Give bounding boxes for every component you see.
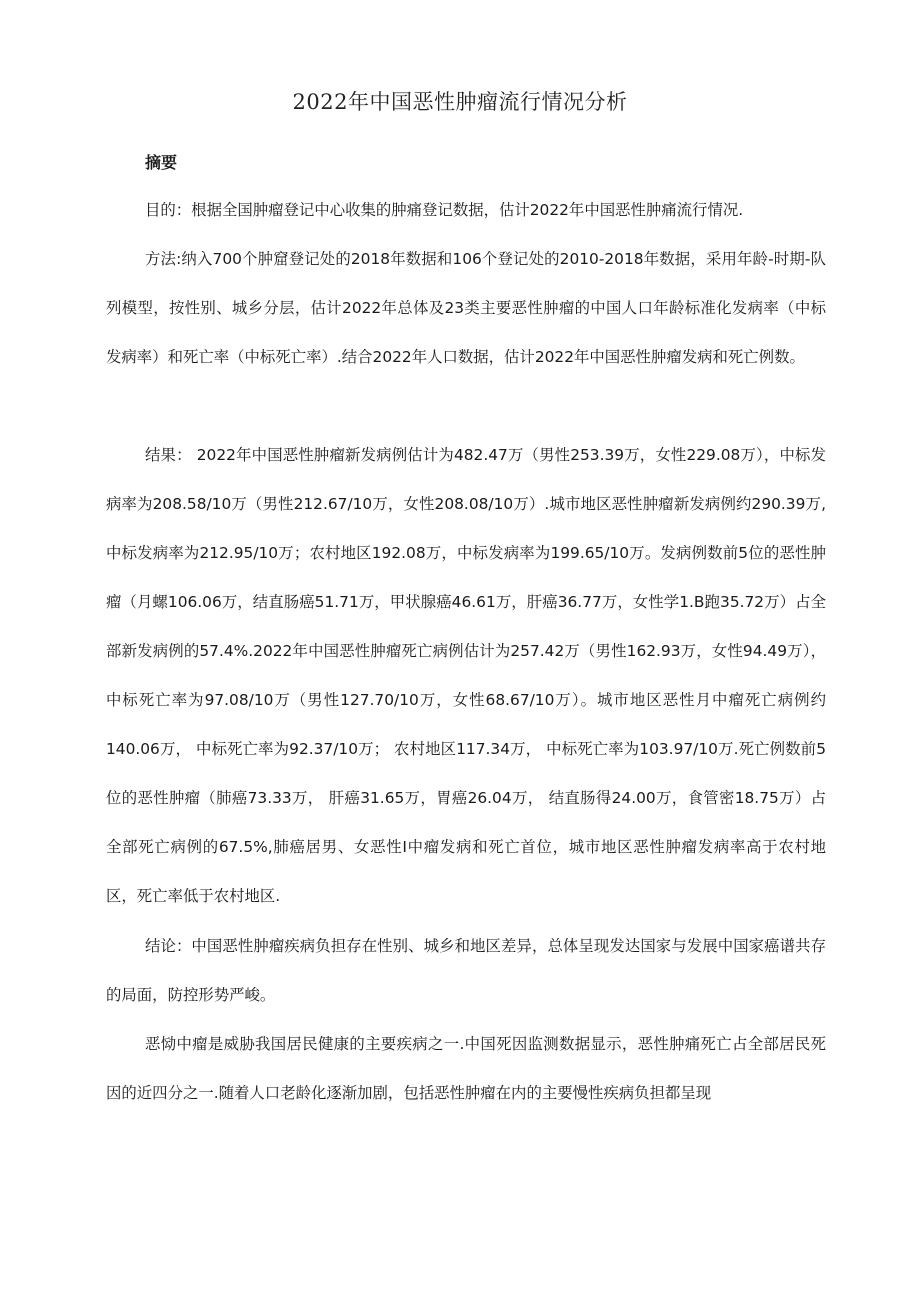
abstract-conclusion-paragraph: 结论：中国恶性肿瘤疾病负担存在性别、城乡和地区差异，总体呈现发达国家与发展中国家癌谱共存的局面，防控形势严峻。 <box>106 937 826 1004</box>
abstract-results-paragraph: 结果： 2022年中国恶性肿瘤新发病例估计为482.47万（男性253.39万，女性229.08万），中标发病率为208.58/10万（男性212.67/10万，女性208.08/10万）.城市地区恶性肿瘤新发病例约290.39万,中标发病率为212.95/10万；农村地区192.08万，中标发病率为199.65/10万。发病例数前5位的恶性肿瘤（月螺106.06万，结直肠癌51.71万，甲状腺癌46.61万，肝癌36.77万，女性学1.B跑35.72万）占全部新发病例的57.4%.2022年中国恶性肿瘤死亡病例估计为257.42万（男性162.93万，女性94.49万），中标死亡率为97.08/10万（男性127.70/10万，女性68.67/10万）。城市地区恶性月中瘤死亡病例约140.06万， 中标死亡率为92.37/10万； 农村地区117.34万， 中标死亡率为103.97/10万.死亡例数前5位的恶性肿瘤（肺癌73.33万， 肝癌31.65万，胃癌26.04万， 结直肠得24.00万，食管密18.75万）占全部死亡病例的67.5%,肺癌居男、女恶性I中瘤发病和死亡首位，城市地区恶性肿瘤发病率高于农村地区，死亡率低于农村地区. <box>106 446 826 905</box>
introduction-paragraph: 恶恸中瘤是威胁我国居民健康的主要疾病之一.中国死因监测数据显示，恶性肿痛死亡占全部居民死因的近四分之一.随着人口老龄化逐渐加剧，包括恶性肿瘤在内的主要慢性疾病负担都呈现 <box>106 1035 826 1102</box>
abstract-objective-paragraph: 目的：根据全国肿瘤登记中心收集的肿痛登记数据，估计2022年中国恶性肿痛流行情况. <box>145 201 744 219</box>
document-title: 2022年中国恶性肿瘤流行情况分析 <box>292 90 628 114</box>
abstract-methods-paragraph: 方法:纳入700个肿窟登记处的2018年数据和106个登记处的2010-2018年数据，采用年龄-时期-队列模型，按性别、城乡分层，估计2022年总体及23类主要恶性肿瘤的中国人口年龄标准化发病率（中标发病率）和死亡率（中标死亡率）.结合2022年人口数据，估计2022年中国恶性肿瘤发病和死亡例数。 <box>106 250 826 366</box>
abstract-heading: 摘要 <box>145 153 178 172</box>
